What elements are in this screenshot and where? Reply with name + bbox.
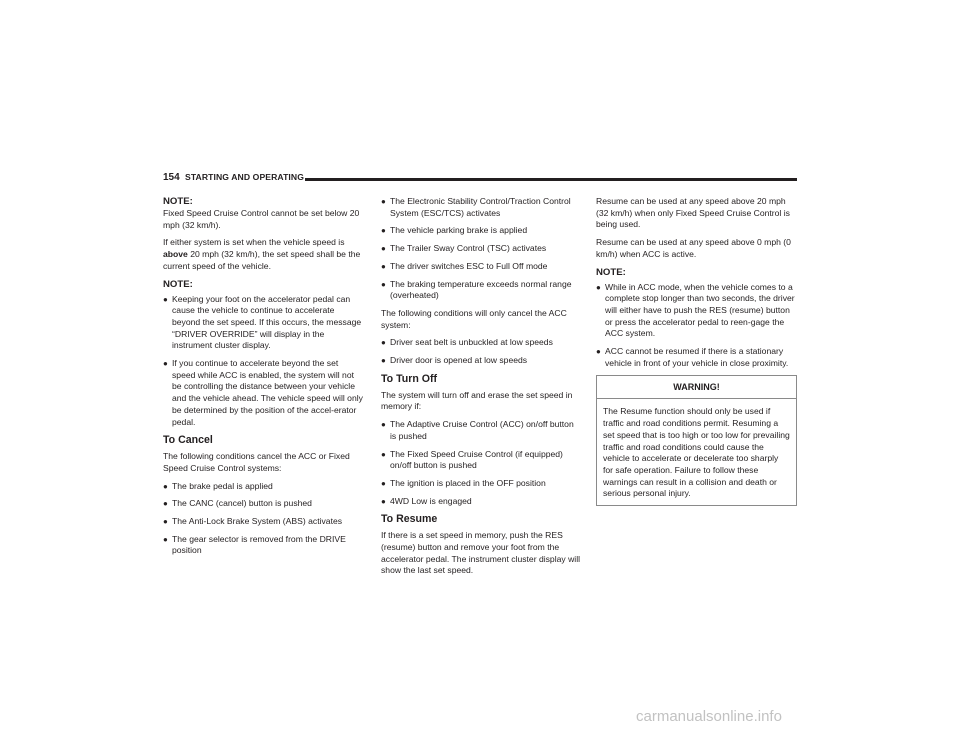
section-title: STARTING AND OPERATING: [185, 172, 305, 182]
bullet-icon: ●: [163, 359, 168, 369]
header-rule: [305, 178, 797, 181]
watermark: carmanualsonline.info: [636, 708, 782, 725]
list-item: ● 4WD Low is engaged: [381, 495, 472, 506]
paragraph-set-speed: [163, 237, 363, 272]
paragraph-text: 20 mph (32 km/h), the set speed shall be the current speed of the vehicle.: [163, 249, 361, 271]
note-list: [163, 294, 363, 429]
column-3: [596, 196, 797, 506]
list-item: ● The Adaptive Cruise Control (ACC) on/off button is pushed: [381, 419, 574, 441]
bullet-icon: ●: [163, 481, 168, 491]
list-item: ● Driver seat belt is unbuckled at low speeds: [381, 337, 553, 348]
bullet-icon: ●: [381, 244, 386, 254]
list-item: ● ACC cannot be resumed if there is a stationary vehicle in front of your vehicle in close proximity.: [596, 346, 789, 368]
warning-box: [596, 375, 797, 506]
list-item: ● The brake pedal is applied: [163, 480, 273, 491]
bullet-icon: ●: [381, 197, 386, 206]
note-list: [596, 282, 797, 370]
list-item: ● The CANC (cancel) button is pushed: [163, 498, 312, 509]
list-item: ● The Electronic Stability Control/Traction Control System (ESC/TCS) activates: [381, 196, 571, 218]
cancel-list: [163, 481, 363, 558]
bullet-icon: ●: [596, 347, 601, 357]
list-item: ● The driver switches ESC to Full Off mode: [381, 260, 548, 271]
bullet-icon: ●: [381, 478, 386, 488]
acc-only-list: [381, 337, 581, 366]
heading-to-resume: To Resume: [381, 513, 438, 526]
emphasis-text: above: [163, 249, 188, 260]
list-item: ● The braking temperature exceeds normal range (overheated): [381, 278, 572, 301]
list-item: ● The Anti-Lock Brake System (ABS) activates: [163, 516, 343, 527]
note-label: NOTE:: [163, 196, 193, 207]
cancel-intro: The following conditions cancel the ACC or Fixed Speed Cruise Control systems:: [163, 451, 350, 473]
list-item: ● The vehicle parking brake is applied: [381, 225, 528, 236]
note-label: NOTE:: [163, 278, 193, 290]
warning-title: WARNING!: [597, 376, 796, 399]
page-header: [163, 171, 797, 185]
bullet-icon: ●: [381, 449, 386, 459]
bullet-icon: ●: [381, 226, 386, 236]
heading-to-cancel: To Cancel: [163, 434, 213, 447]
column-2: [381, 196, 581, 583]
bullet-icon: ●: [163, 534, 168, 544]
bullet-icon: ●: [381, 338, 386, 348]
bullet-icon: ●: [381, 261, 386, 271]
bullet-icon: ●: [163, 294, 168, 304]
note-text: Fixed Speed Cruise Control cannot be set below 20 mph (32 km/h).: [163, 208, 360, 230]
note-label: NOTE:: [596, 266, 626, 278]
list-item: ● The Fixed Speed Cruise Control (if equipped) on/off button is pushed: [381, 448, 563, 471]
bullet-icon: ●: [163, 499, 168, 509]
heading-to-turn-off: To Turn Off: [381, 372, 438, 385]
warning-text: The Resume function should only be used if traffic and road conditions permit. Resuming a set speed that is too high or too low for prevailing traffic and road conditions could cause the vehicle to accelerate or decelerate too sharply for safe operation. Failure to follow these warnings can result in a collision and death or serious personal injury.: [603, 406, 790, 499]
list-item: ● While in ACC mode, when the vehicle comes to a complete stop longer than two seconds, the driver will either have to push the RES (resume) button or press the accelerator pedal to reen-gage the ACC system.: [596, 281, 795, 339]
acc-only-intro: The following conditions will only cancel the ACC system:: [381, 307, 567, 330]
page-number: 154: [163, 172, 180, 183]
list-item: ● The ignition is placed in the OFF position: [381, 477, 546, 488]
list-item: ● The Trailer Sway Control (TSC) activates: [381, 243, 547, 254]
bullet-icon: ●: [596, 282, 601, 292]
paragraph-text: If either system is set when the vehicle speed is: [163, 237, 345, 248]
turnoff-intro: The system will turn off and erase the set speed in memory if:: [381, 389, 573, 412]
list-item: ● Driver door is opened at low speeds: [381, 355, 528, 366]
list-item: ● Keeping your foot on the accelerator pedal can cause the vehicle to continue to accelerate beyond the set speed. If this occurs, the message “DRIVER OVERRIDE” will display in the instrument cluster display.: [163, 293, 362, 351]
cancel-list-continued: [381, 196, 581, 302]
list-item: ● If you continue to accelerate beyond the set speed while ACC is enabled, the system will not be controlling the distance between your vehicle and the vehicle ahead. The vehicle speed will only be determined by the position of the accel-erator pedal.: [163, 358, 363, 427]
resume-text: If there is a set speed in memory, push the RES (resume) button and remove your foot from the accelerator pedal. The instrument cluster display will show the last set speed.: [381, 530, 581, 576]
bullet-icon: ●: [381, 496, 386, 506]
turnoff-list: [381, 419, 581, 507]
bullet-icon: ●: [381, 279, 386, 289]
list-item: ● The gear selector is removed from the DRIVE position: [163, 533, 346, 556]
resume-paragraph: Resume can be used at any speed above 0 mph (0 km/h) when ACC is active.: [596, 237, 791, 259]
bullet-icon: ●: [381, 420, 386, 430]
column-1: [163, 196, 363, 563]
bullet-icon: ●: [163, 517, 168, 527]
bullet-icon: ●: [381, 356, 386, 366]
resume-paragraph: Resume can be used at any speed above 20 mph (32 km/h) when only Fixed Speed Cruise Control is being used.: [596, 196, 790, 230]
